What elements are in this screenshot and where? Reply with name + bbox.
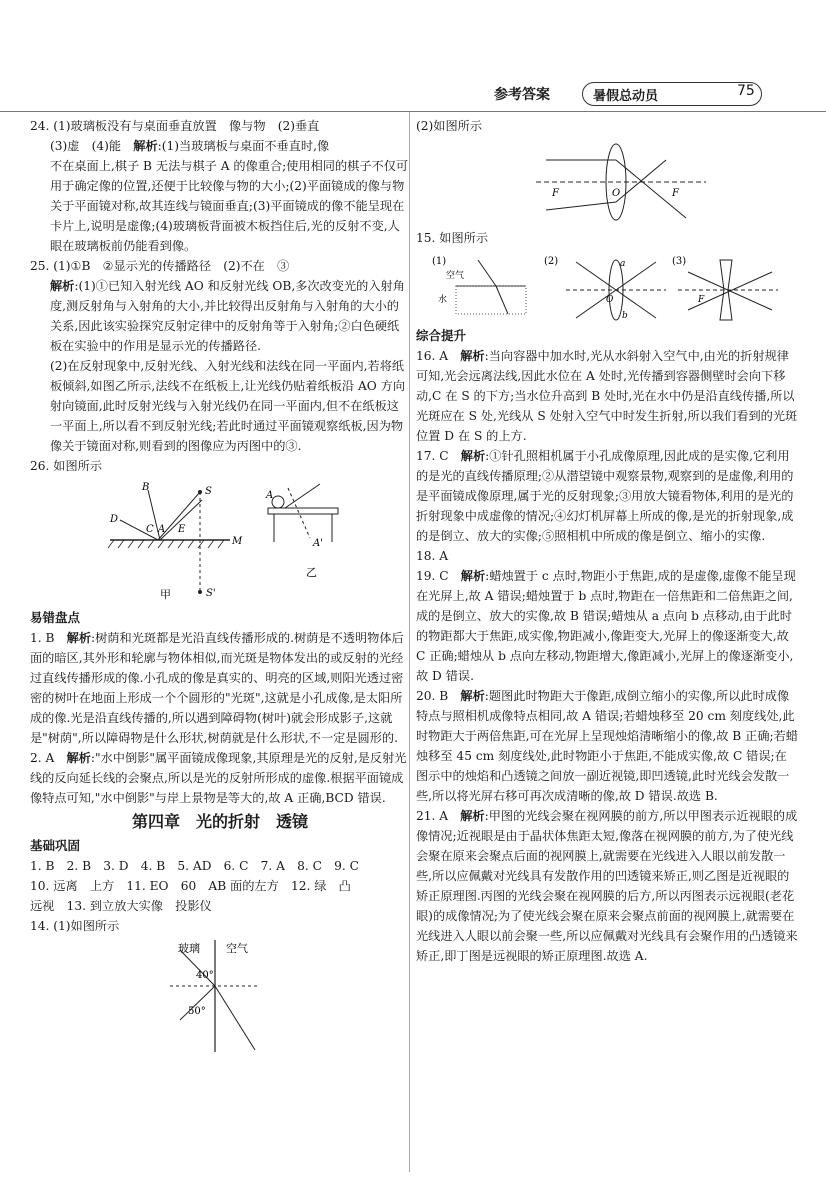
header-rule	[0, 111, 826, 112]
fig26-caption-right: 乙	[306, 566, 317, 579]
q20: 20. B 解析:题图此时物距大于像距,成倒立缩小的实像,所以此时成像特点与照相机成像特点相同,故 A 错误;若蜡烛移至 20 cm 刻度线处,此时物距大于两倍焦距,可在光屏上呈现烛焰清晰缩小的像,故 B 正确;若蜡烛移至 45 cm 刻度线处,此时物距小于焦距,不能成实像,故 C 错误;在图示中的烛焰和凸透镜之间放一副近视镜,即凹透镜,此时光线会发散一些,所以将光屏右移可再次成清晰的像,故 D 错误.故选 B.	[416, 689, 798, 803]
q17: 17. C 解析:①针孔照相机属于小孔成像原理,因此成的是实像,它利用的是光的直线传播原理;②从潜望镜中观察景物,观察到的是虚像,利用的是平面镜成像原理,属于光的反射现象;③用放大镜看物体,利用的是光的折射现象中成虚像的情况;④幻灯机屏幕上所成的像,是光的折射现象,成的是倒立、放大的实像;⑤照相机中所成的像是倒立、缩小的实像.	[416, 449, 794, 543]
fig14b-f-left: F	[552, 188, 559, 199]
fig15-label-f: F	[698, 295, 705, 305]
fig26-label-a2: A	[266, 490, 274, 501]
page-header	[0, 84, 826, 110]
fig14b-f-right: F	[672, 188, 679, 199]
fig14-label-air: 空气	[226, 942, 248, 955]
fig26-label-a-prime: A'	[313, 538, 323, 549]
header-book-badge	[582, 82, 762, 106]
left-column	[30, 116, 410, 1056]
fig15-label-air: 空气	[446, 271, 465, 281]
fig26-label-d: D	[110, 514, 119, 525]
jichu-line1: 1. B 2. B 3. D 4. B 5. AD 6. C 7. A 8. C 9. C	[30, 859, 360, 873]
q16: 16. A 解析:当向容器中加水时,光从水斜射入空气中,由光的折射规律可知,光会远离法线,因此水位在 A 处时,光传播到容器侧壁时会向下移动,C 在 S 的下方;当水位升高到 B 处时,光在水中仍是沿直线传播,所以光斑应在 S 处,光线从 S 处射入空气中时发生折射,所以我们看到的光斑位置 D 在 S 的上方.	[416, 349, 798, 443]
q26-line: 26. 如图所示	[30, 459, 103, 473]
fig15-caption-1: (1)	[432, 256, 447, 267]
q25-line1: 25. (1)①B ②显示光的传播路径 (2)不在 ③	[30, 259, 290, 273]
fig14b-o: O	[612, 188, 621, 199]
fig15-label-o: O	[606, 295, 614, 305]
fig26-caption-left: 甲	[160, 588, 171, 601]
q19: 19. C 解析:蜡烛置于 c 点时,物距小于焦距,成的是虚像,虚像不能呈现在光屏上,故 A 错误;蜡烛置于 b 点时,物距在一倍焦距和二倍焦距之间,成的是倒立、放大的实像,故 B 错误;蜡烛从 a 点向 b 点移动,由于此时的物距都大于焦距,成实像,物距减小,像距变大,光屏上的像逐渐变大,故 C 正确;蜡烛从 b 点向左移动,物距增大,像距减小,光屏上的像逐渐变小,故 D 错误.	[416, 569, 796, 683]
fig26-label-s-prime: S'	[206, 588, 216, 599]
zonghe-heading: 综合提升	[416, 328, 467, 343]
q21: 21. A 解析:甲图的光线会聚在视网膜的前方,所以甲图表示近视眼的成像情况;近视眼是由于晶状体焦距太短,像落在视网膜的前方,为了使光线会聚在原来会聚点后面的视网膜上,就需要在光线进入人眼以前发散一些,所以应佩戴对光线具有发散作用的凹透镜来矫正,则乙图是近视眼的矫正原理图.丙图的光线会聚在视网膜的后方,所以丙图表示远视眼(老花眼)的成像情况;为了使光线会聚在原来会聚点前面的视网膜上,就需要在光线进入人眼以前会聚一些,所以应佩戴对光线具有会聚作用的凸透镜来矫正,即丁图是远视眼的矫正原理图.故选 A.	[416, 809, 798, 963]
fig26-label-m: M	[232, 536, 243, 547]
right-column	[416, 116, 798, 966]
header-title: 参考答案	[494, 87, 550, 103]
q25-para2: (2)在反射现象中,反射光线、入射光线和法线在同一平面内,若将纸板倾斜,如图乙所示,法线不在纸板上,让光线仍贴着纸板沿 AO 方向射向镜面,此时反射光线与入射光线仍在同一平面内,但不在纸板这一平面上,所以看不到反射光线;若此时通过平面镜观察纸板,因为物像关于镜面对称,则看到的图像应为丙图中的③.	[50, 359, 406, 453]
cuo-heading: 易错盘点	[30, 610, 81, 625]
q24-line1: 24. (1)玻璃板没有与桌面垂直放置 像与物 (2)垂直	[30, 119, 320, 133]
jichu-heading: 基础巩固	[30, 838, 81, 853]
fig14-angle2: 50°	[188, 1006, 206, 1017]
jichu-line3: 远视 13. 到立放大实像 投影仪	[30, 899, 212, 913]
fig14-label-glass: 玻璃	[178, 942, 200, 955]
fig26-label-e: E	[178, 524, 186, 535]
q25-para1: 解析:(1)①已知入射光线 AO 和反射光线 OB,多次改变光的入射角度,测反射角与入射角的大小,并比较得出反射角与入射角的大小的关系,因此该实验探究反射定律中的反射角等于入射角;②白色硬纸板在实验中的作用是显示光的传播路径.	[50, 279, 405, 353]
q18: 18. A	[416, 549, 449, 563]
fig14-diagram	[30, 940, 400, 1052]
page-number: 75	[737, 83, 755, 99]
fig26-diagram	[30, 480, 400, 604]
fig15-label-b: b	[622, 311, 628, 321]
q24-body: 不在桌面上,棋子 B 无法与棋子 A 的像重合;使用相同的棋子不仅可用于确定像的位置,还便于比较像与物的大小;(2)平面镜成的像与物关于平面镜对称,故其连线与镜面垂直;(3)平面镜成的像不能呈现在卡片上,说明是虚像;(4)玻璃板背面被木板挡住后,光的反射不变,人眼在玻璃板前仍能看到像。	[50, 159, 409, 253]
jichu-line2: 10. 远离 上方 11. EO 60 AB 面的左方 12. 绿 凸	[30, 879, 351, 893]
fig14b-lens-diagram	[416, 140, 786, 224]
fig26-label-a: A	[158, 524, 166, 535]
fig26-label-s: S	[205, 486, 212, 497]
cuo-q2: 2. A 解析:"水中倒影"属平面镜成像现象,其原理是光的反射,是反射光线的反向延长线的会聚点,所以是光的反射所形成的虚像.根据平面镜成像特点可知,"水中倒影"与岸上景物是等大的,故 A 正确,BCD 错误.	[30, 751, 407, 805]
fig15-label-a: a	[620, 259, 626, 269]
header-book-title: 暑假总动员	[593, 89, 659, 104]
fig14-angle1: 40°	[196, 970, 214, 981]
fig15-diagrams	[416, 252, 786, 322]
q24-line2: (3)虚 (4)能 解析:(1)当玻璃板与桌面不垂直时,像	[50, 139, 330, 153]
fig15-caption-2: (2)	[544, 256, 559, 267]
fig15-caption-3: (3)	[672, 256, 687, 267]
q14b-line: (2)如图所示	[416, 119, 483, 133]
fig15-label-water: 水	[438, 295, 448, 305]
jichu-line4: 14. (1)如图所示	[30, 919, 120, 933]
cuo-q1: 1. B 解析:树荫和光斑都是光沿直线传播形成的.树荫是不透明物体后面的暗区,其外形和轮廓与物体相似,而光斑是物体发出的或反射的光经过直线传播形成的像.小孔成的像是真实的、明亮的区域,则阳光透过密密的树叶在地面上形成一个个圆形的"光斑",这就是小孔成像,是太阳所成的像.光是沿直线传播的,所以遇到障碍物(树叶)就会形成影子,这就是"树荫",所以障碍物是什么形状,树荫就是什么形状,不一定是圆形的.	[30, 631, 404, 745]
fig26-label-c: C	[146, 524, 154, 535]
q15-line: 15. 如图所示	[416, 231, 489, 245]
fig26-label-b: B	[142, 482, 150, 493]
chapter-title: 第四章 光的折射 透镜	[131, 812, 308, 831]
